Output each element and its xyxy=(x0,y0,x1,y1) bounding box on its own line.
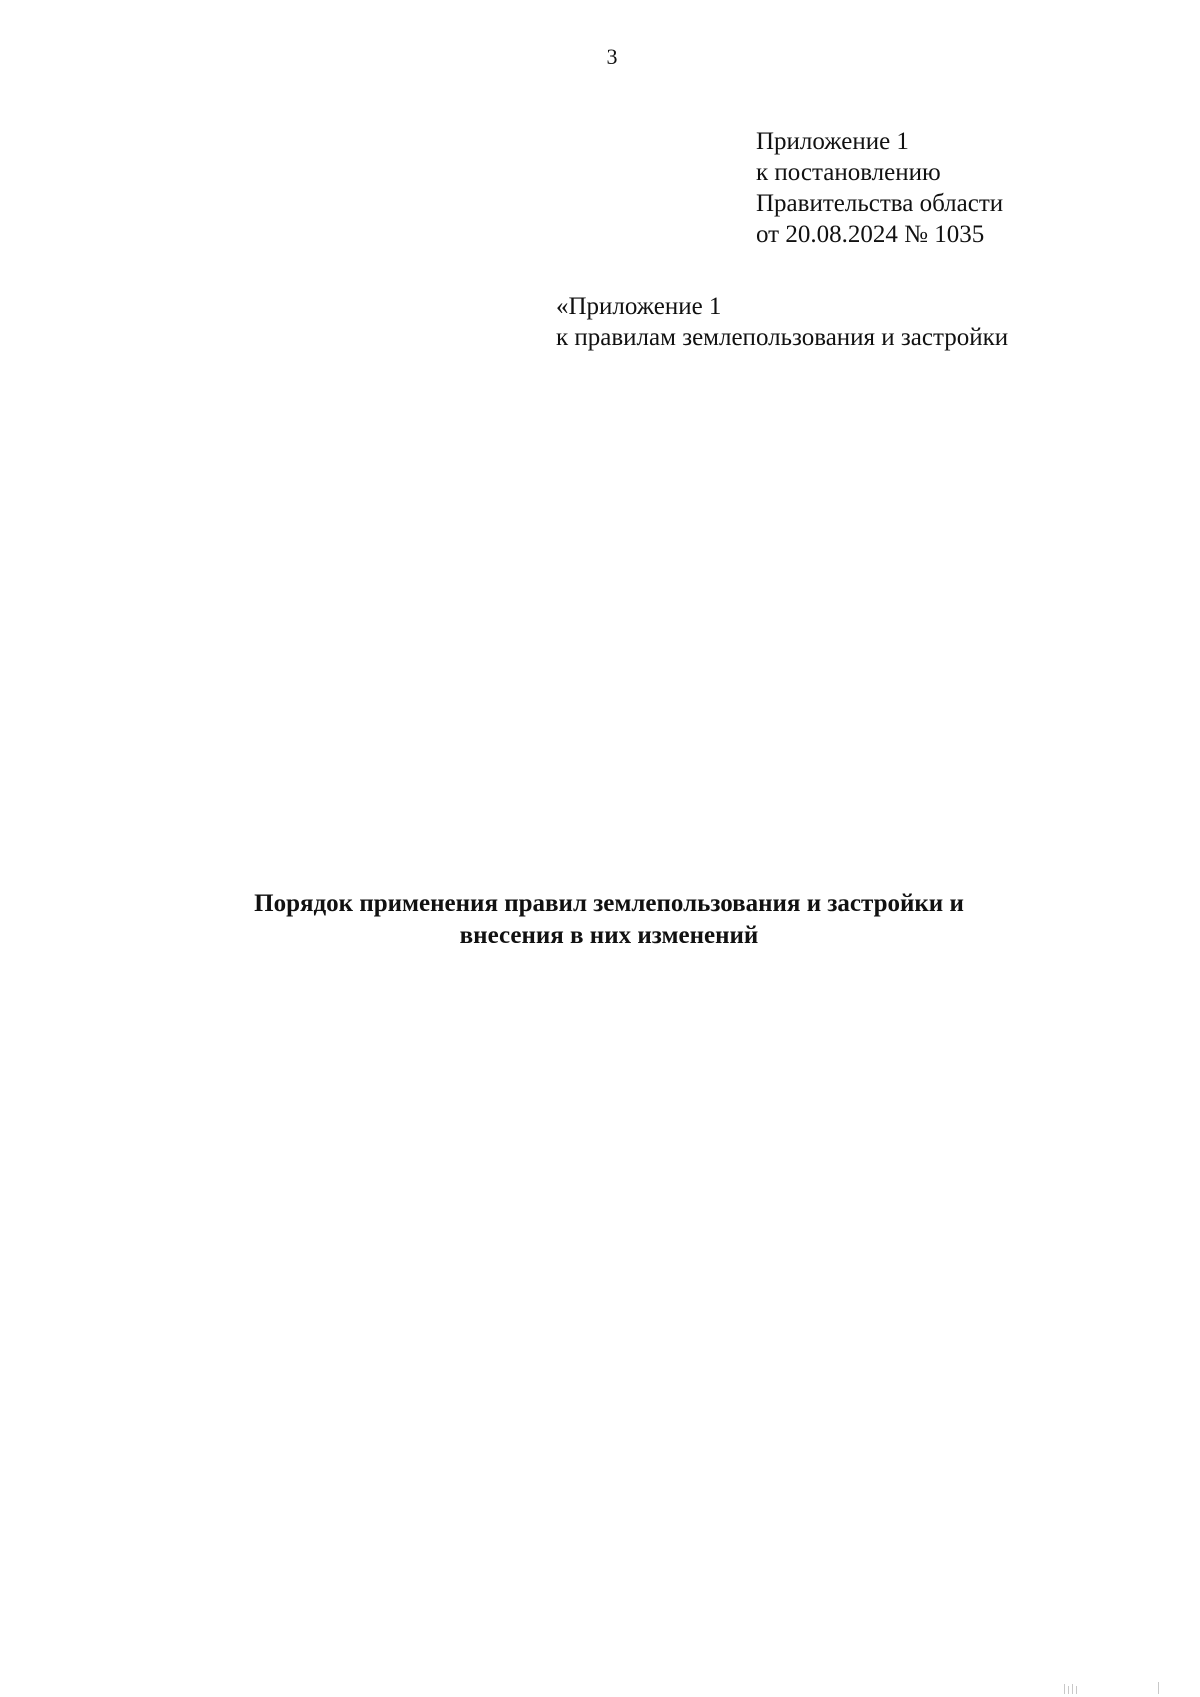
appendix-decree-line: к постановлению xyxy=(756,159,941,186)
scan-artifact xyxy=(1072,1684,1073,1694)
appendix-decree-date-number: от 20.08.2024 № 1035 xyxy=(756,221,985,248)
scan-artifact xyxy=(1076,1686,1077,1694)
appendix-rules-line: «Приложение 1 xyxy=(556,293,722,320)
scan-artifact xyxy=(1158,1682,1159,1694)
appendix-rules-reference xyxy=(556,291,1008,353)
scan-artifact xyxy=(1064,1684,1065,1694)
appendix-rules-line: к правилам землепользования и застройки xyxy=(556,324,1009,351)
document-title-line: Порядок применения правил землепользования и застройки и xyxy=(254,890,964,917)
appendix-decree-reference xyxy=(756,126,1003,250)
document-title xyxy=(150,888,1068,952)
page-number: 3 xyxy=(606,44,618,69)
appendix-decree-line: Приложение 1 xyxy=(756,128,909,155)
appendix-decree-line: Правительства области xyxy=(756,190,1004,217)
document-title-line: внесения в них изменений xyxy=(459,922,759,949)
scan-artifact xyxy=(1068,1686,1069,1694)
